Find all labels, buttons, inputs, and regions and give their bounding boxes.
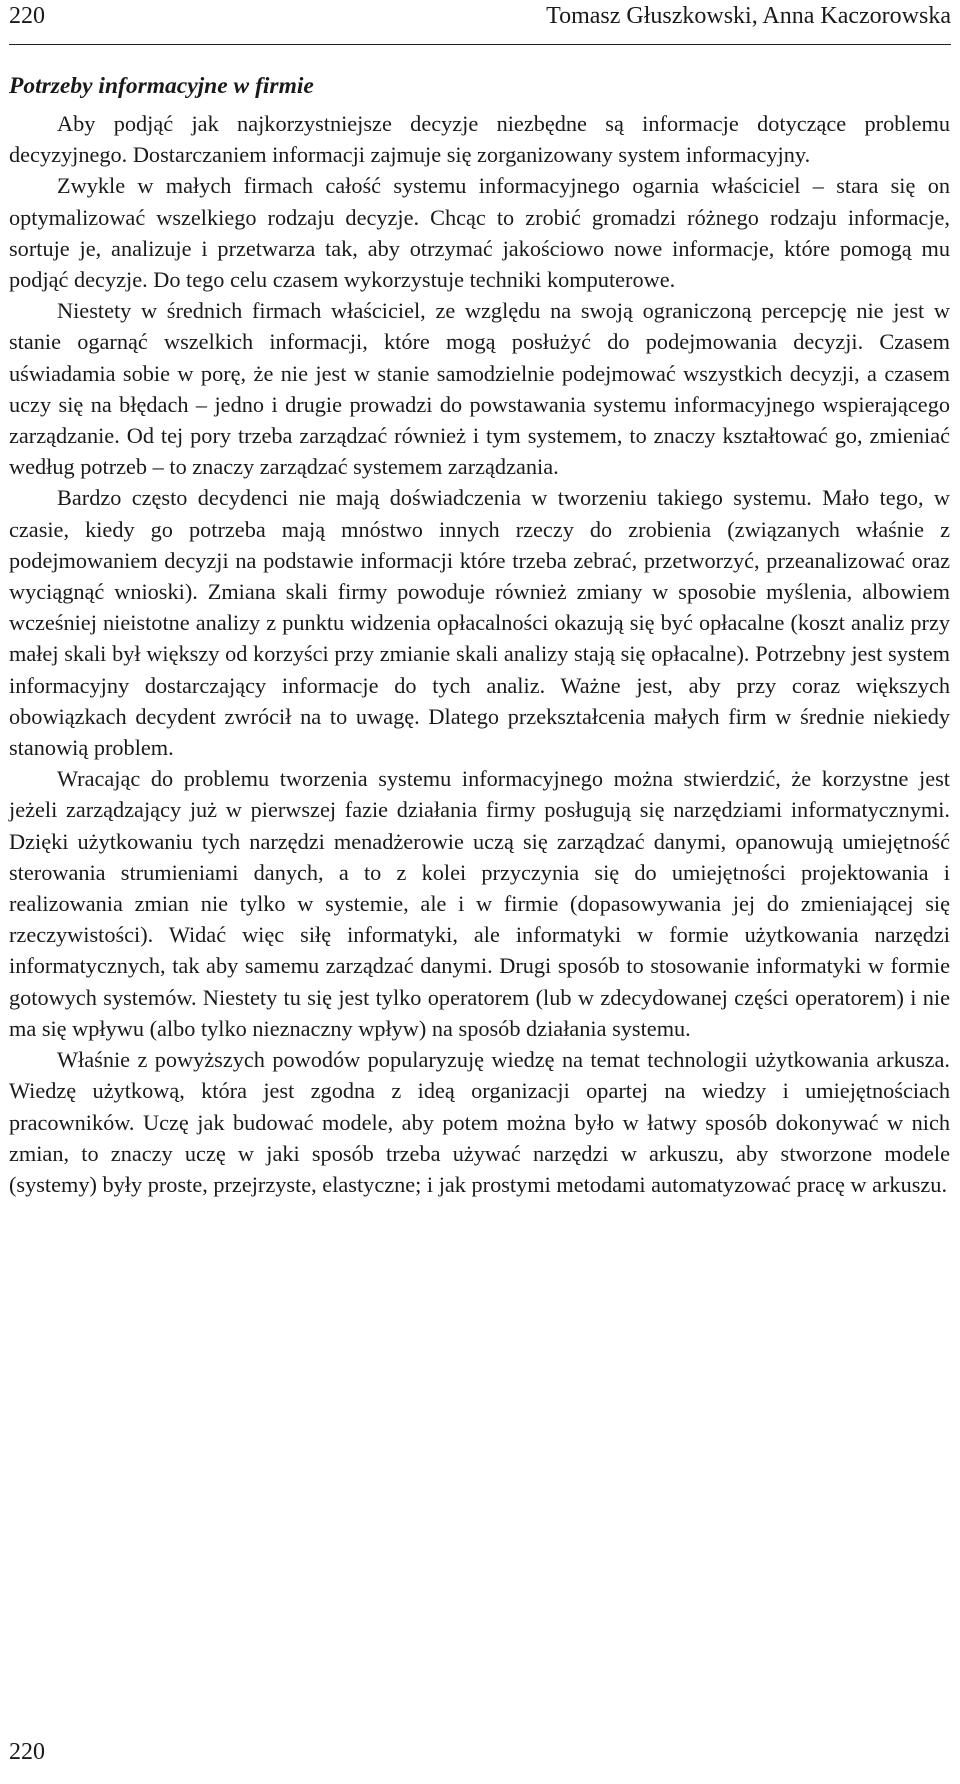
paragraph-3: Niestety w średnich firmach właściciel, ze względu na swoją ograniczoną percepcję nie jest w stanie ogarnąć wszelkich informacji, które mogą posłużyć do podejmowania decyzji. Czasem uświadamia sobie w porę, że nie jest w stanie samodzielnie podejmować wszystkich decyzji, a czasem uczy się na błędach – jedno i drugie prowadzi do powstawania systemu informacyjnego wspierającego zarządzanie. Od tej pory trzeba zarządzać również i tym systemem, to znaczy kształtować go, zmieniać według potrzeb – to znaczy zarządzać systemem zarządzania. — [9, 298, 950, 480]
running-head-authors: Tomasz Głuszkowski, Anna Kaczorowska — [546, 3, 951, 29]
paragraph-5: Wracając do problemu tworzenia systemu informacyjnego można stwierdzić, że korzystne jest jeżeli zarządzający już w pierwszej fazie działania firmy posługują się narzędziami informatycznymi. Dzięki użytkowaniu tych narzędzi menadżerowie uczą się zarządzać danymi, opanowują umiejętność sterowania strumieniami danych, a to z kolei przyczynia się do umiejętności projektowania i realizowania zmian nie tylko w systemie, ale i w firmie (dopasowywania jej do zmieniającej się rzeczywistości). Widać więc siłę informatyki, ale informatyki w formie użytkowania narzędzi informatycznych, tak aby samemu zarządzać danymi. Drugi sposób to stosowanie informatyki w formie gotowych systemów. Niestety tu się jest tylko operatorem (lub w zdecydowanej części operatorem) i nie ma się wpływu (albo tylko nieznaczny wpływ) na sposób działania systemu. — [9, 766, 950, 1041]
section-heading: Potrzeby informacyjne w firmie — [9, 73, 314, 99]
page-header — [9, 0, 951, 45]
document-body — [9, 70, 950, 1200]
paragraph-1: Aby podjąć jak najkorzystniejsze decyzje niezbędne są informacje dotyczące problemu decyzyjnego. Dostarczaniem informacji zajmuje się zorganizowany system informacyjny. — [9, 111, 950, 168]
paragraph-2: Zwykle w małych firmach całość systemu informacyjnego ogarnia właściciel – stara się on optymalizować wszelkiego rodzaju decyzje. Chcąc to zrobić gromadzi różnego rodzaju informacje, sortuje je, analizuje i przetwarza tak, aby otrzymać jakościowo nowe informacje, które pomogą mu podjąć decyzje. Do tego celu czasem wykorzystuje techniki komputerowe. — [9, 173, 950, 293]
page-footer — [9, 1738, 45, 1766]
header-page-number: 220 — [9, 3, 45, 29]
paragraph-6: Właśnie z powyższych powodów popularyzuję wiedzę na temat technologii użytkowania arkusza. Wiedzę użytkową, która jest zgodna z ideą organizacji opartej na wiedzy i umiejętnościach pracowników. Uczę jak budować modele, aby potem można było w łatwy sposób dokonywać w nich zmian, to znaczy uczę w jaki sposób trzeba używać narzędzi w arkuszu, aby stworzone modele (systemy) były proste, przejrzyste, elastyczne; i jak prostymi metodami automatyzować pracę w arkuszu. — [9, 1047, 950, 1197]
paragraph-4: Bardzo często decydenci nie mają doświadczenia w tworzeniu takiego systemu. Mało tego, w czasie, kiedy go potrzeba mają mnóstwo innych rzeczy do zrobienia (związanych właśnie z podejmowaniem decyzji na podstawie informacji które trzeba zebrać, przetworzyć, przeanalizować oraz wyciągnąć wnioski). Zmiana skali firmy powoduje również zmiany w sposobie myślenia, albowiem wcześniej nieistotne analizy z punktu widzenia opłacalności okazują się być opłacalne (koszt analiz przy małej skali był większy od korzyści przy zmianie skali analizy stają się opłacalne). Potrzebny jest system informacyjny dostarczający informacje do tych analiz. Ważne jest, aby przy coraz większych obowiązkach decydent zwrócił na to uwagę. Dlatego przekształcenia małych firm w średnie niekiedy stanowią problem. — [9, 485, 950, 761]
footer-page-number: 220 — [9, 1739, 45, 1765]
